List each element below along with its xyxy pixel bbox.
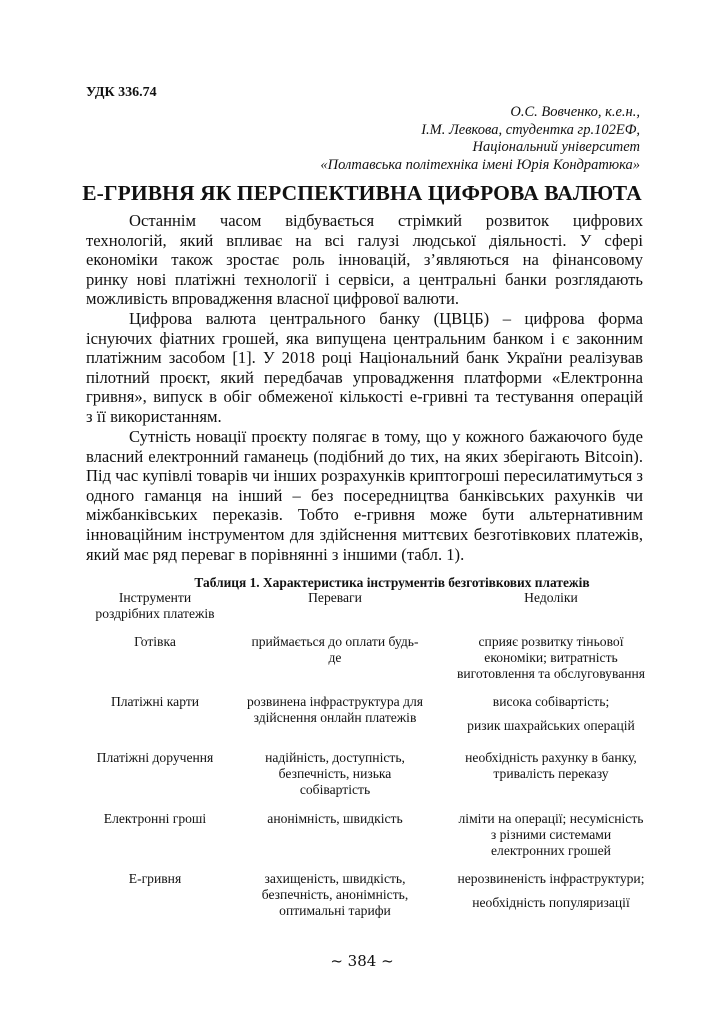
cell-text: собівартість — [299, 782, 371, 797]
text-line: економіки також зростає роль інновацій, з’являються на фінансовому — [86, 250, 643, 270]
text-line: платіжним засобом [1]. У 2018 році Національний банк України реалізував — [86, 348, 643, 368]
text-line: технологій, який впливає на всі галузі людської діяльності. У сфері — [86, 230, 643, 250]
cell-disadvantages — [436, 750, 666, 782]
cell-advantages — [237, 634, 433, 666]
text-line: інноваційним інструментом для здійснення миттєвих безготівкових платежів, — [86, 524, 643, 544]
cell-advantages — [237, 750, 433, 798]
cell-text: ліміти на операції; несумісність — [458, 811, 644, 826]
cell-disadvantages — [436, 811, 666, 859]
cell-disadvantages — [436, 694, 666, 734]
text-line: власний електронний гаманець (подібний до тих, на яких зберігають Bitcoin). — [86, 446, 643, 466]
text-line: існуючих фіатних грошей, яка випущена центральним банком і є законним — [86, 328, 643, 348]
paragraph-1 — [86, 211, 643, 309]
cell-spacer — [436, 887, 666, 895]
text-line: Сутність новації проєкту полягає в тому, що у кожного бажаючого буде — [129, 427, 643, 446]
paragraph-2 — [86, 309, 643, 427]
cell-instrument — [70, 694, 240, 710]
header-instruments — [70, 590, 240, 622]
cell-text: анонімність, швидкість — [267, 811, 403, 826]
header-text: Інструменти — [118, 590, 192, 605]
cell-text: оптимальні тарифи — [279, 903, 391, 918]
cell-instrument — [70, 634, 240, 650]
cell-text: безпечність, низька — [278, 766, 392, 781]
paragraph-3 — [86, 427, 643, 564]
cell-text: необхідність рахунку в банку, — [465, 750, 637, 765]
author-block — [320, 104, 640, 174]
text-line: ринку нові платіжні технології і сервіси, а центральні банки розглядають — [86, 269, 643, 289]
cell-text: Готівка — [134, 634, 176, 649]
cell-text: приймається до оплати будь- — [251, 634, 419, 649]
cell-text: надійність, доступність, — [265, 750, 405, 765]
text-line: з її використанням. — [86, 406, 222, 426]
cell-text: здійснення онлайн платежів — [253, 710, 417, 725]
text-line: який має ряд переваг в порівнянні з іншими (табл. 1). — [86, 544, 465, 564]
cell-text: ризик шахрайських операцій — [467, 718, 635, 733]
cell-text: Е-гривня — [128, 871, 182, 886]
cell-text: економіки; витратність — [484, 650, 618, 665]
cell-instrument — [70, 750, 240, 766]
text-line: пілотний проєкт, який передбачав упровадження платформи «Електронна — [86, 367, 643, 387]
text-line: міжбанківських переказів. Тобто е-гривня може бути альтернативним — [86, 505, 643, 525]
table-caption: Таблиця 1. Характеристика інструментів безготівкових платежів — [194, 575, 590, 590]
cell-text: Платіжні доручення — [96, 750, 214, 765]
affiliation-line: Національний університет — [472, 139, 640, 155]
author-line: І.М. Левкова, студентка гр.102ЕФ, — [421, 121, 640, 138]
header-advantages — [237, 590, 433, 606]
cell-text: необхідність популяризації — [472, 895, 630, 910]
cell-advantages — [237, 811, 433, 827]
text-line: можливість впровадження власної цифрової валюти. — [86, 289, 459, 309]
cell-text: тривалість переказу — [493, 766, 609, 781]
cell-text: безпечність, анонімність, — [261, 887, 409, 902]
cell-disadvantages — [436, 871, 666, 911]
cell-text: захищеність, швидкість, — [264, 871, 406, 886]
cell-text: розвинена інфраструктура для — [246, 694, 424, 709]
cell-disadvantages — [436, 634, 666, 682]
cell-instrument — [70, 811, 240, 827]
text-line: Під час купівлі товарів чи інших розрахунків криптогроші пересилатимуться з — [86, 466, 643, 486]
text-line: Останнім часом відбувається стрімкий розвиток цифрових — [129, 211, 643, 230]
header-text: Недоліки — [524, 590, 578, 605]
udk-code: УДК 336.74 — [86, 85, 157, 100]
cell-text: висока собівартість; — [492, 694, 610, 709]
cell-advantages — [237, 694, 433, 726]
cell-text: Електронні гроші — [103, 811, 207, 826]
header-text: Переваги — [308, 590, 362, 605]
cell-text: сприяє розвитку тіньової — [478, 634, 624, 649]
cell-text: Платіжні карти — [110, 694, 200, 709]
cell-instrument — [70, 871, 240, 887]
cell-advantages — [237, 871, 433, 919]
author-line: О.С. Вовченко, к.е.н., — [510, 104, 640, 120]
cell-spacer — [436, 710, 666, 718]
cell-text: виготовлення та обслуговування — [456, 666, 646, 681]
cell-text: електронних грошей — [491, 843, 611, 858]
affiliation-line: «Полтавська політехніка імені Юрія Кондратюка» — [320, 156, 640, 173]
header-text: роздрібних платежів — [95, 606, 215, 621]
text-line: одного гаманця на інший – без посередництва банківських рахунків чи — [86, 485, 643, 505]
cell-text: з різними системами — [490, 827, 612, 842]
text-line: гривня», випуск в обіг обмеженої кількості е-гривні та тестування операцій — [86, 387, 643, 407]
text-line: Цифрова валюта центрального банку (ЦВЦБ) – цифрова форма — [129, 309, 643, 328]
cell-text: де — [328, 650, 342, 665]
page-number: ~ 384 ~ — [330, 952, 394, 970]
header-disadvantages — [436, 590, 666, 606]
cell-text: нерозвиненість інфраструктури; — [457, 871, 645, 886]
article-title: Е-ГРИВНЯ ЯК ПЕРСПЕКТИВНА ЦИФРОВА ВАЛЮТА — [82, 181, 642, 205]
